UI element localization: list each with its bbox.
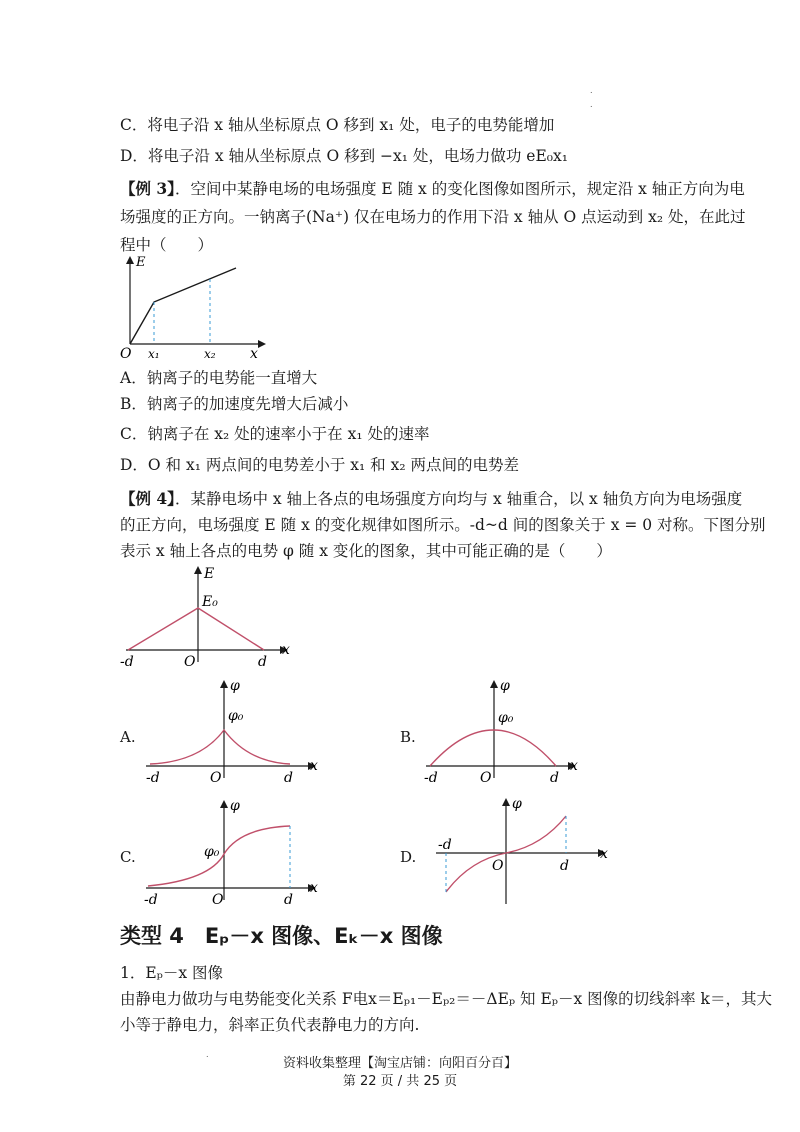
ex4-line1 [120, 488, 742, 510]
prev-option-c: C．将电子沿 x 轴从坐标原点 O 移到 x₁ 处，电子的电势能增加 [120, 116, 555, 134]
b-pos-d: d [550, 770, 559, 786]
stray-dot: . [590, 100, 593, 109]
footer-page-number: 第 22 页 / 共 25 页 [342, 1074, 458, 1089]
ex4-option-d-graph [430, 796, 620, 908]
footer-dot: . [206, 1050, 209, 1059]
b-neg-d: -d [424, 770, 438, 786]
d-y-label: φ [512, 796, 522, 812]
b-y-label: φ [500, 678, 510, 694]
b-origin: O [480, 770, 492, 786]
e-y-arrow [194, 566, 202, 574]
a-x-label: x [310, 758, 318, 774]
b-y-arrow [490, 680, 498, 688]
ex4-tag: 【例 4】 [120, 489, 175, 508]
ex3-line3: 程中（ ） [120, 236, 214, 254]
b-phi-curve [430, 730, 556, 766]
d-x-label: x [600, 846, 608, 862]
b-x-label: x [570, 758, 578, 774]
e-neg-d: -d [120, 654, 134, 670]
ex3-y-arrow [126, 256, 134, 264]
ex3-x1-label: x₁ [148, 347, 160, 361]
stray-dot: . [590, 86, 593, 95]
a-neg-d: -d [146, 770, 160, 786]
a-phi-curve [150, 730, 290, 764]
ex3-origin: O [120, 346, 132, 362]
ex3-x2-label: x₂ [204, 347, 216, 361]
ex4-option-c-label: C. [120, 848, 136, 866]
c-peak: φ₀ [204, 844, 220, 860]
d-neg-d: -d [438, 837, 452, 853]
c-origin: O [212, 892, 224, 908]
ex3-tag: 【例 3】 [120, 179, 175, 198]
ex3-option-b: B．钠离子的加速度先增大后减小 [120, 395, 349, 413]
d-pos-d: d [560, 858, 569, 874]
a-origin: O [210, 770, 222, 786]
d-y-arrow [502, 798, 510, 806]
ex4-option-a-graph [140, 676, 330, 788]
ex4-option-c-graph [140, 796, 330, 908]
e-pos-d: d [258, 654, 267, 670]
ex4-option-b-graph [420, 676, 610, 788]
a-pos-d: d [284, 770, 293, 786]
ex3-e-curve [130, 268, 236, 344]
ex3-y-label: E [136, 255, 146, 270]
section-sub1: 1．Eₚ－x 图像 [120, 964, 224, 982]
ex4-line3: 表示 x 轴上各点的电势 φ 随 x 变化的图象，其中可能正确的是（ ） [120, 542, 612, 560]
a-y-label: φ [230, 678, 240, 694]
e-y-label: E [204, 566, 215, 582]
ex3-option-c: C．钠离子在 x₂ 处的速率小于在 x₁ 处的速率 [120, 425, 430, 443]
e-origin: O [184, 654, 196, 670]
ex3-text1: ．空间中某静电场的电场强度 E 随 x 的变化图像如图所示，规定沿 x 轴正方向为电 [174, 180, 745, 198]
section-heading: 类型 4 Eₚ－x 图像、Eₖ－x 图像 [120, 924, 443, 948]
c-y-label: φ [230, 798, 240, 814]
ex3-option-a: A．钠离子的电势能一直增大 [120, 369, 318, 387]
c-neg-d: -d [144, 892, 158, 908]
e-triangle-curve [128, 608, 264, 650]
ex4-e-graph [118, 562, 298, 672]
c-y-arrow [220, 800, 228, 808]
c-x-label: x [310, 880, 318, 896]
ex4-option-a-label: A. [120, 728, 136, 746]
b-peak: φ₀ [498, 710, 514, 726]
ex3-line1 [120, 178, 745, 200]
ex3-e-graph [118, 252, 278, 362]
section-para-line1: 由静电力做功与电势能变化关系 F电x＝Eₚ₁－Eₚ₂＝－ΔEₚ 知 Eₚ－x 图像的切线斜率 k＝，其大 [120, 990, 772, 1008]
ex3-line2: 场强度的正方向。一钠离子(Na⁺) 仅在电场力的作用下沿 x 轴从 O 点运动到 x₂ 处，在此过 [120, 208, 746, 226]
ex4-option-b-label: B. [400, 728, 416, 746]
a-peak: φ₀ [228, 708, 244, 724]
ex4-option-d-label: D. [400, 848, 417, 866]
ex3-option-d: D．O 和 x₁ 两点间的电势差小于 x₁ 和 x₂ 两点间的电势差 [120, 456, 519, 474]
ex3-x-arrow [258, 340, 266, 348]
e-x-label: x [282, 642, 290, 658]
footer-source: 资料收集整理【淘宝店铺：向阳百分百】 [282, 1056, 517, 1071]
d-origin: O [492, 858, 504, 874]
c-pos-d: d [284, 892, 293, 908]
section-para-line2: 小等于静电力，斜率正负代表静电力的方向. [120, 1016, 420, 1034]
e-peak-label: E₀ [202, 594, 218, 610]
ex3-x-label: x [250, 346, 258, 362]
prev-option-d: D．将电子沿 x 轴从坐标原点 O 移到 −x₁ 处，电场力做功 eE₀x₁ [120, 147, 568, 165]
ex4-text1: ．某静电场中 x 轴上各点的电场强度方向均与 x 轴重合，以 x 轴负方向为电场强度 [174, 490, 743, 508]
a-y-arrow [220, 680, 228, 688]
ex4-line2: 的正方向，电场强度 E 随 x 的变化规律如图所示。-d~d 间的图象关于 x = 0 对称。下图分别 [120, 516, 766, 534]
